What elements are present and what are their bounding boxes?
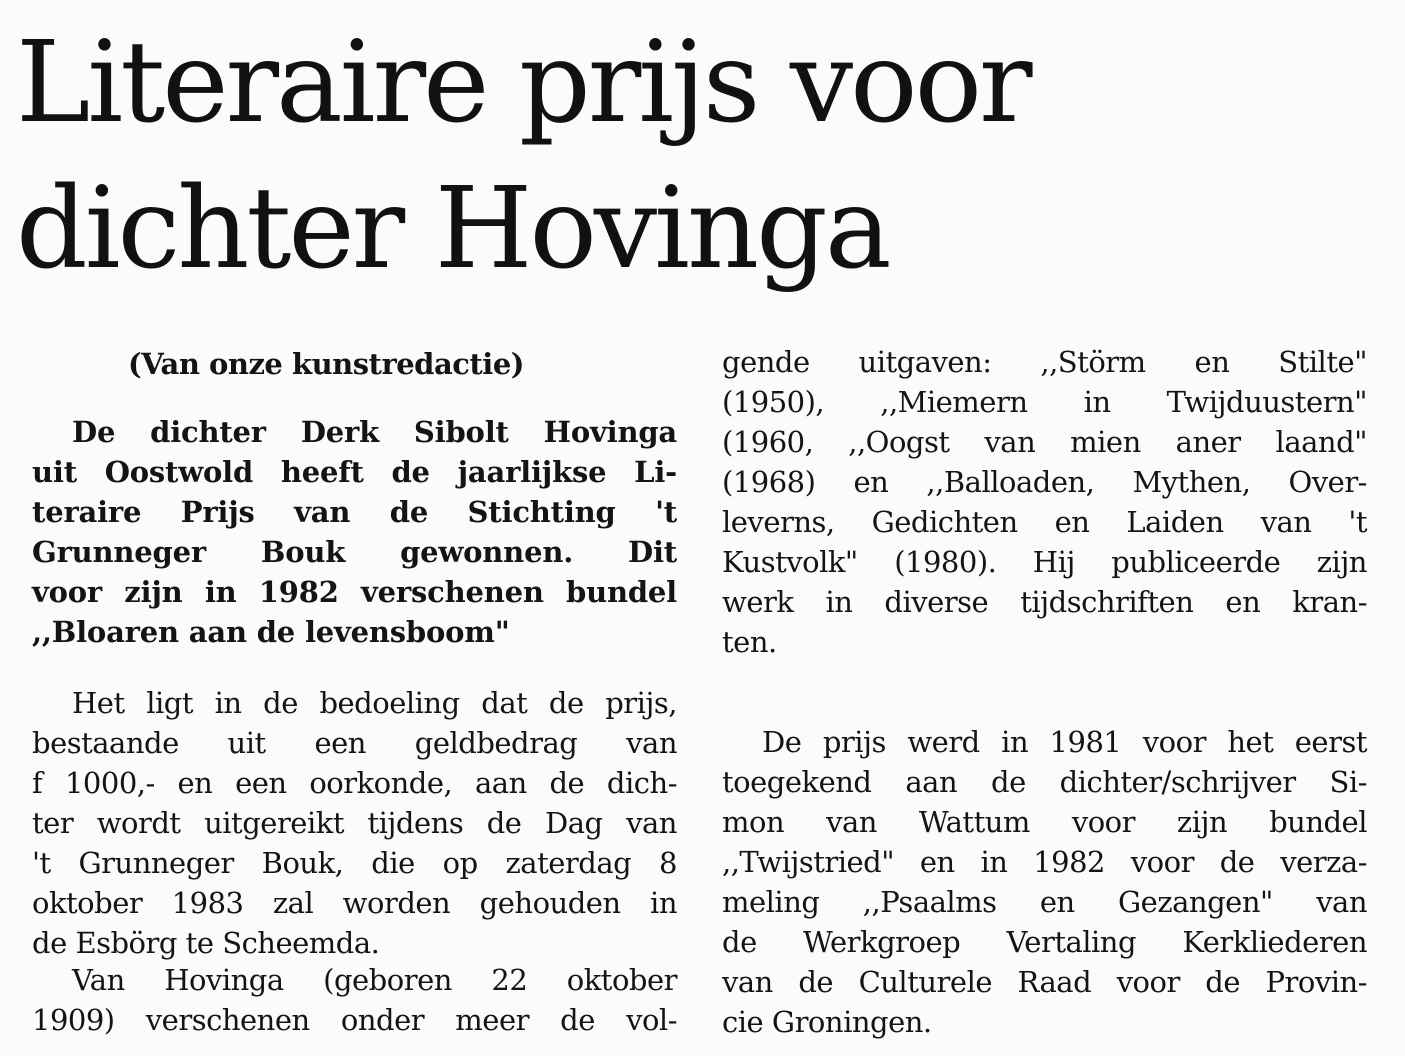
body-line: (1968) en ,,Balloaden, Mythen, Over-: [722, 465, 1367, 499]
body-line: leverns, Gedichten en Laiden van 't: [722, 505, 1367, 539]
body-line: bestaande uit een geldbedrag van: [32, 726, 677, 760]
body-line: oktober 1983 zal worden gehouden in: [32, 886, 677, 920]
body-line: de Werkgroep Vertaling Kerkliederen: [722, 925, 1367, 959]
body-line: f 1000,- en een oorkonde, aan de dich-: [32, 766, 677, 800]
body-line: Kustvolk" (1980). Hij publiceerde zijn: [722, 545, 1367, 579]
body-line: ten.: [722, 625, 777, 659]
lead-line: ,,Bloaren aan de levensboom": [32, 615, 510, 649]
byline: (Van onze kunstredactie): [128, 347, 524, 381]
body-line: Het ligt in de bedoeling dat de prijs,: [72, 686, 677, 720]
body-paragraph-continued: [722, 342, 1367, 662]
lead-line: Grunneger Bouk gewonnen. Dit: [32, 535, 677, 569]
lead-line: uit Oostwold heeft de jaarlijkse Li-: [32, 455, 677, 489]
body-line: Van Hovinga (geboren 22 oktober: [72, 963, 677, 997]
body-line: de Esbörg te Scheemda.: [32, 926, 380, 960]
body-line: (1950), ,,Miemern in Twijduustern": [722, 385, 1367, 419]
body-paragraph-prize-history: [722, 722, 1367, 1042]
lead-line: teraire Prijs van de Stichting 't: [32, 495, 677, 529]
body-line: toegekend aan de dichter/schrijver Si-: [722, 765, 1367, 799]
lead-paragraph: [32, 412, 677, 652]
body-line: gende uitgaven: ,,Störm en Stilte": [722, 345, 1367, 379]
body-line: van de Culturele Raad voor de Provin-: [722, 965, 1367, 999]
body-paragraph-1: [32, 683, 677, 963]
headline-line-2: dichter Hovinga: [16, 164, 889, 294]
body-line: meling ,,Psaalms en Gezangen" van: [722, 885, 1367, 919]
body-line: cie Groningen.: [722, 1005, 932, 1039]
body-line: mon van Wattum voor zijn bundel: [722, 805, 1367, 839]
body-line: ,,Twijstried" en in 1982 voor de verza-: [722, 845, 1367, 879]
lead-line: voor zijn in 1982 verschenen bundel: [32, 575, 677, 609]
body-line: 't Grunneger Bouk, die op zaterdag 8: [32, 846, 677, 880]
body-line: werk in diverse tijdschriften en kran-: [722, 585, 1367, 619]
lead-line: De dichter Derk Sibolt Hovinga: [72, 415, 677, 449]
body-line: ter wordt uitgereikt tijdens de Dag van: [32, 806, 677, 840]
headline: [16, 10, 1396, 302]
body-line: De prijs werd in 1981 voor het eerst: [762, 725, 1367, 759]
headline-line-1: Literaire prijs voor: [16, 18, 1030, 148]
body-paragraph-2: [32, 960, 677, 1040]
body-line: 1909) verschenen onder meer de vol-: [32, 1003, 677, 1037]
body-line: (1960, ,,Oogst van mien aner laand": [722, 425, 1367, 459]
